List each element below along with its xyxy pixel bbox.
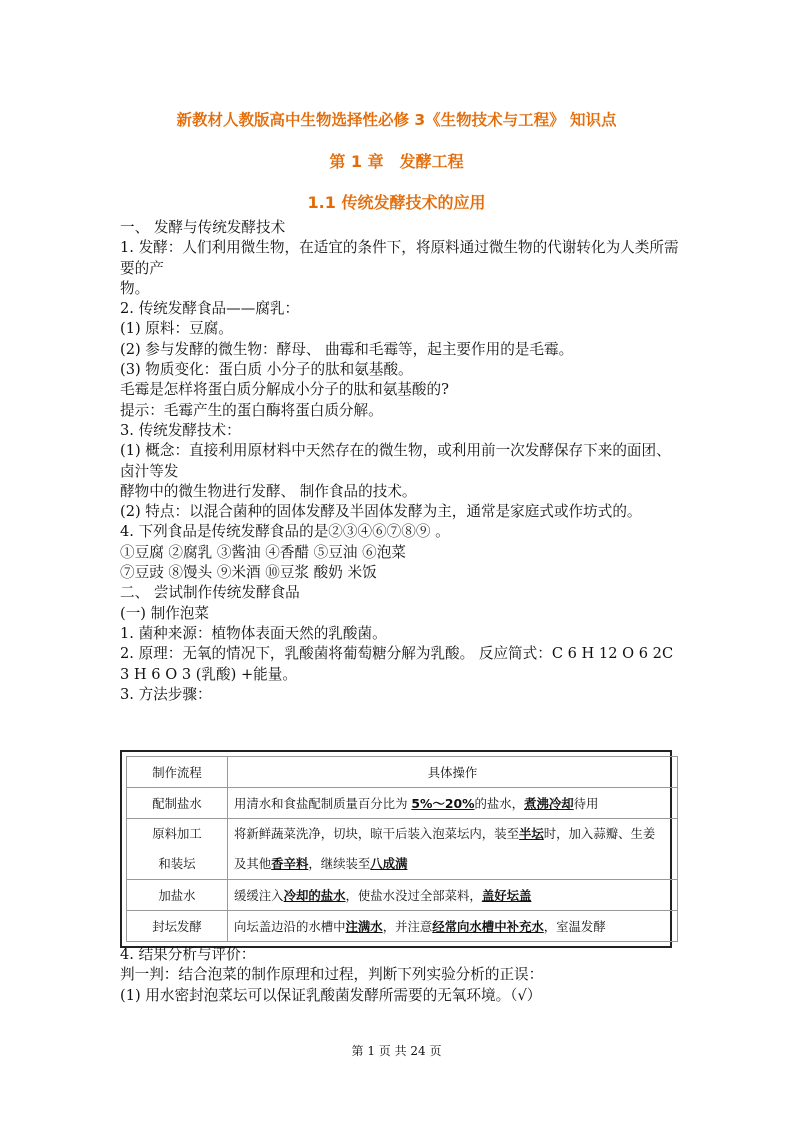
operation-cell [228, 788, 678, 819]
text-line: ⑦豆豉 ⑧馒头 ⑨米酒 ⑩豆浆 酸奶 米饭 [120, 564, 377, 582]
text-line: 提示：毛霉产生的蛋白酶将蛋白质分解。 [120, 401, 383, 419]
cell-text: 原料加工 [152, 826, 202, 841]
cell-text: ，并注意 [382, 919, 433, 934]
text-line: 3. 传统发酵技术： [120, 421, 241, 439]
cell-keyword: 八成满 [370, 856, 408, 871]
table-row [127, 788, 678, 819]
tail-text [120, 945, 680, 1006]
cell-keyword: 5%～20% [411, 796, 475, 811]
cell-keyword: 香辛料 [271, 856, 309, 871]
text-line: 1. 菌种来源：植物体表面天然的乳酸菌。 [120, 624, 387, 642]
operation-cell [228, 880, 678, 911]
cell-text: 将新鲜蔬菜洗净，切块，晾干后装入泡菜坛内，装至 [234, 826, 519, 841]
cell-keyword: 煮沸冷却 [524, 796, 574, 811]
step-cell [127, 819, 228, 880]
cell-text: ，使盐水没过全部菜料， [345, 888, 482, 903]
table-row [127, 880, 678, 911]
text-line: (3) 物质变化：蛋白质 小分子的肽和氨基酸。 [120, 361, 413, 379]
text-line: 二、 尝试制作传统发酵食品 [120, 584, 300, 602]
table-row [127, 819, 678, 880]
procedure-table-frame [120, 750, 672, 948]
cell-text: 的盐水， [474, 796, 525, 811]
page-footer: 第 1 页 共 24 页 [351, 1044, 442, 1058]
chapter-title: 第 1 章 发酵工程 [329, 152, 464, 171]
text-line: (1) 概念：直接利用原材料中天然存在的微生物，或利用前一次发酵保存下来的面团、 卤汁等发 [120, 442, 671, 480]
cell-text: 用清水和食盐配制质量百分比为 [234, 796, 412, 811]
table-row [127, 911, 678, 942]
procedure-table [126, 756, 678, 942]
text-line: 3. 方法步骤： [120, 685, 212, 703]
step-cell: 封坛发酵 [127, 911, 228, 942]
text-line: ①豆腐 ②腐乳 ③酱油 ④香醋 ⑤豆油 ⑥泡菜 [120, 543, 406, 561]
step-cell: 加盐水 [127, 880, 228, 911]
cell-text: 及其他 [234, 856, 272, 871]
text-line: (2) 参与发酵的微生物：酵母、 曲霉和毛霉等，起主要作用的是毛霉。 [120, 340, 574, 358]
cell-text: 时，加入蒜瓣、生姜 [543, 826, 656, 841]
cell-keyword: 冷却的盐水 [283, 888, 346, 903]
text-line: 酵物中的微生物进行发酵、 制作食品的技术。 [120, 482, 417, 500]
cell-keyword: 盖好坛盖 [481, 888, 532, 903]
cell-keyword: 经常向水槽中补充水 [432, 919, 544, 934]
text-line: (1) 用水密封泡菜坛可以保证乳酸菌发酵所需要的无氧环境。（√） [120, 986, 542, 1004]
text-line: 2. 原理：无氧的情况下，乳酸菌将葡萄糖分解为乳酸。 反应简式：C 6 H 12 O 6 2C 3 H 6 O 3 (乳酸) +能量。 [120, 645, 674, 683]
text-line: 判一判：结合泡菜的制作原理和过程，判断下列实验分析的正误： [120, 966, 544, 984]
cell-text: 向坛盖边沿的水槽中 [234, 919, 346, 934]
text-line: (2) 特点：以混合菌种的固体发酵及半固体发酵为主，通常是家庭式或作坊式的。 [120, 503, 642, 521]
text-line: 4. 下列食品是传统发酵食品的是②③④⑥⑦⑧⑨ 。 [120, 523, 450, 541]
cell-keyword: 注满水 [345, 919, 383, 934]
section-title: 1.1 传统发酵技术的应用 [307, 193, 486, 212]
cell-keyword: 半坛 [518, 826, 544, 841]
text-line: 1. 发酵：人们利用微生物，在适宜的条件下，将原料通过微生物的代谢转化为人类所需要的产 [120, 239, 679, 277]
cell-text: 待用 [573, 796, 599, 811]
text-line: (一) 制作泡菜 [120, 604, 209, 622]
text-line: 物。 [120, 279, 150, 297]
text-line: 4. 结果分析与评价： [120, 946, 256, 963]
text-line: 一、 发酵与传统发酵技术 [120, 219, 286, 236]
body-text [120, 218, 680, 705]
cell-text: ，继续装至 [308, 856, 371, 871]
cell-text: ，室温发酵 [543, 919, 606, 934]
document-title: 新教材人教版高中生物选择性必修 3《生物技术与工程》 知识点 [176, 111, 617, 129]
step-cell: 配制盐水 [127, 788, 228, 819]
cell-text: 和装坛 [158, 856, 196, 871]
text-line: 2. 传统发酵食品——腐乳： [120, 300, 300, 318]
text-line: 毛霉是怎样将蛋白质分解成小分子的肽和氨基酸的? [120, 381, 449, 399]
table-header-cell: 制作流程 [127, 757, 228, 788]
operation-cell [228, 819, 678, 880]
cell-text: 缓缓注入 [234, 888, 284, 903]
table-header-row [127, 757, 678, 788]
text-line: (1) 原料：豆腐。 [120, 320, 233, 338]
operation-cell [228, 911, 678, 942]
table-header-cell: 具体操作 [228, 757, 678, 788]
